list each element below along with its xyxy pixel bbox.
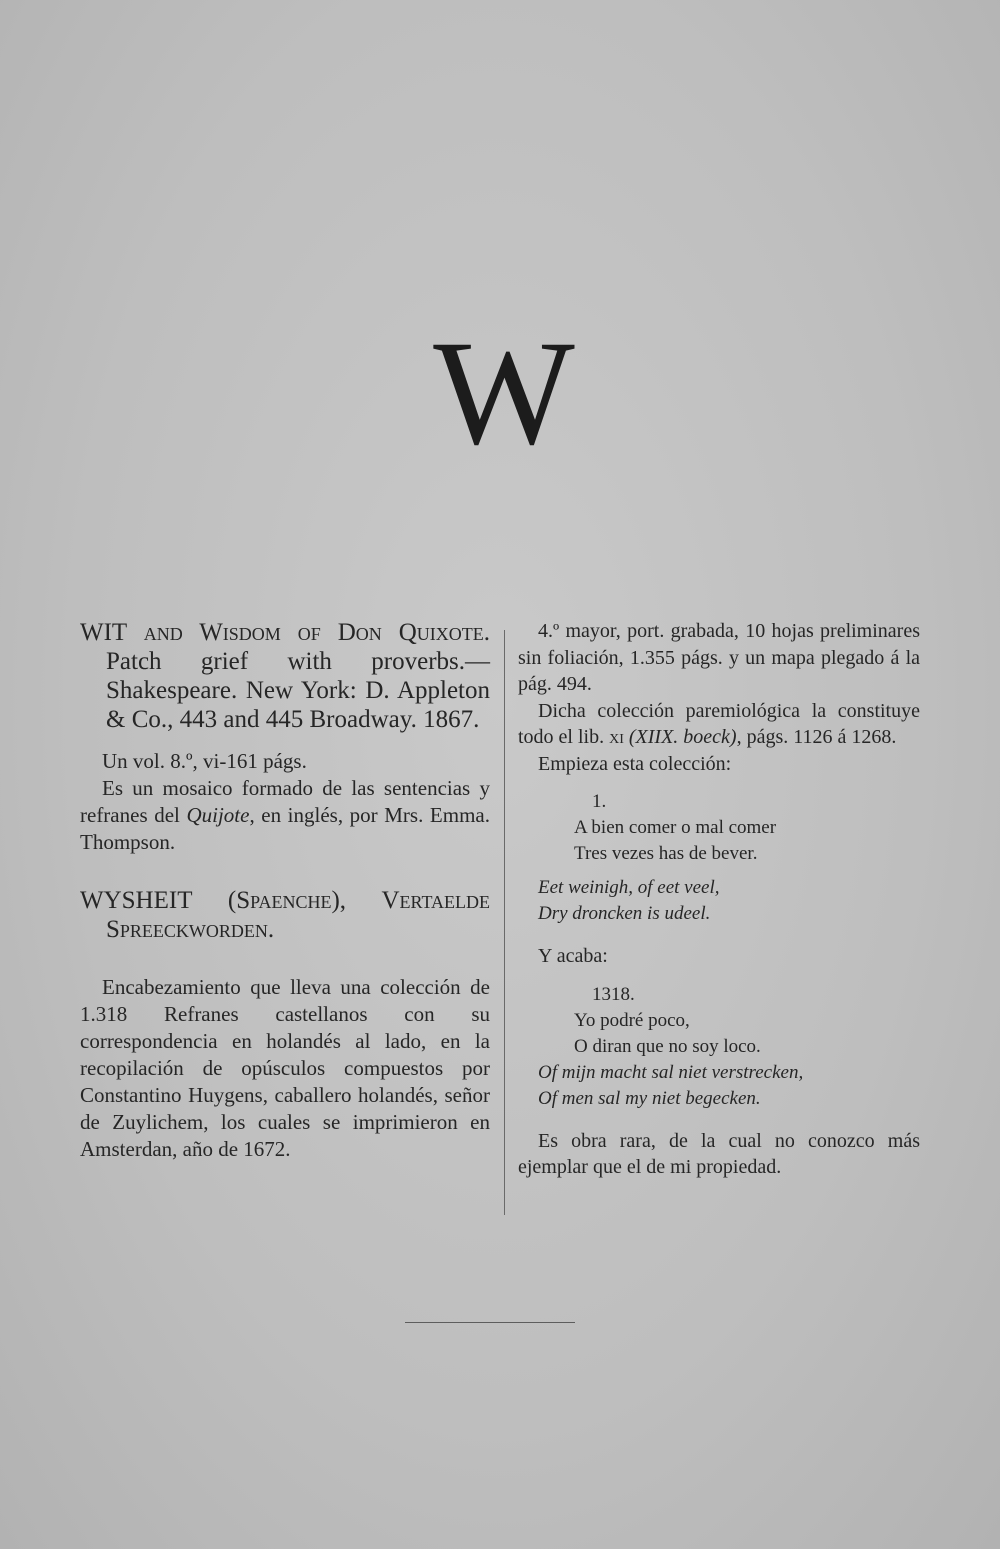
verse2-number: 1318. (592, 983, 635, 1005)
entry-wysheit-location-a: Dicha colección paremiológica la constituye todo el lib. (518, 699, 920, 748)
entry-heading-wysheit-lead: WYSHEIT (80, 887, 228, 914)
entry-heading-wysheit-title: (Spaenche), Vertaelde Spreeckworden. (106, 887, 490, 943)
entry-wit-note (80, 775, 490, 856)
verse2-line2: O diran que no soy loco. (574, 1035, 761, 1057)
verse2-line3: Of mijn macht sal niet verstrecken, (538, 1061, 804, 1083)
entry-wysheit-end: Y acaba: (538, 945, 608, 967)
entry-wysheit-location-b: , págs. 1126 á 1268. (736, 726, 897, 748)
entry-heading-wit-lead: WIT (80, 619, 144, 646)
verse1-line4: Dry droncken is udeel. (538, 903, 711, 924)
entry-wit-note-b: , en inglés, por Mrs. Emma. Thompson. (80, 803, 490, 854)
entry-wysheit-note: Encabezamiento que lleva una colección de 1.318 Refranes castellanos con su correspondencia en holandés al lado, en la recopilación de opúsculos compuestos por Constantino Huygens, caballero holandés, señor de Zuylichem, los cuales se imprimieron en Amsterdan, año de 1672. (80, 975, 490, 1161)
verse1-line2: Tres vezes has de bever. (574, 843, 758, 864)
left-column (80, 618, 490, 1163)
entry-heading-wit-rest: Patch grief with proverbs.—Shakespeare. New York: D. Appleton & Co., 443 and 445 Broadway. 1867. (106, 648, 490, 733)
end-rule (405, 1322, 575, 1323)
verse1-number: 1. (592, 791, 607, 812)
entry-wysheit-description: 4.º mayor, port. grabada, 10 hojas preliminares sin foliación, 1.355 págs. y un mapa plegado á la pág. 494. (518, 620, 920, 695)
right-column (518, 618, 920, 1181)
entry-heading-wit-and: and (143, 619, 200, 646)
entry-wysheit-location-roman: xi (609, 726, 624, 748)
entry-heading-wit (80, 618, 490, 734)
verse2-line4: Of men sal my niet begecken. (538, 1087, 761, 1109)
section-letter: W (433, 310, 567, 476)
column-divider (504, 630, 505, 1215)
entry-heading-wysheit (80, 886, 490, 944)
entry-wit-description: Un vol. 8.º, vi-161 págs. (102, 749, 307, 773)
verse1-line1: A bien comer o mal comer (574, 817, 777, 838)
entry-wysheit-begin: Empieza esta colección: (538, 752, 732, 775)
entry-wysheit-location (518, 698, 920, 751)
verse1-line3: Eet weinigh, of eet veel, (538, 877, 720, 898)
entry-wit-note-quijote: Quijote (186, 803, 250, 827)
entry-wysheit-location-boeck: (XIIX. boeck) (623, 726, 737, 748)
verse2-line1: Yo podré poco, (574, 1009, 690, 1031)
entry-heading-wit-title: Wisdom of Don Quixote. (199, 619, 491, 646)
entry-wit-note-a: Es un mosaico formado de las sentencias y refranes del (80, 776, 490, 827)
entry-wysheit-closing: Es obra rara, de la cual no conozco más ejemplar que el de mi propiedad. (518, 1129, 920, 1178)
